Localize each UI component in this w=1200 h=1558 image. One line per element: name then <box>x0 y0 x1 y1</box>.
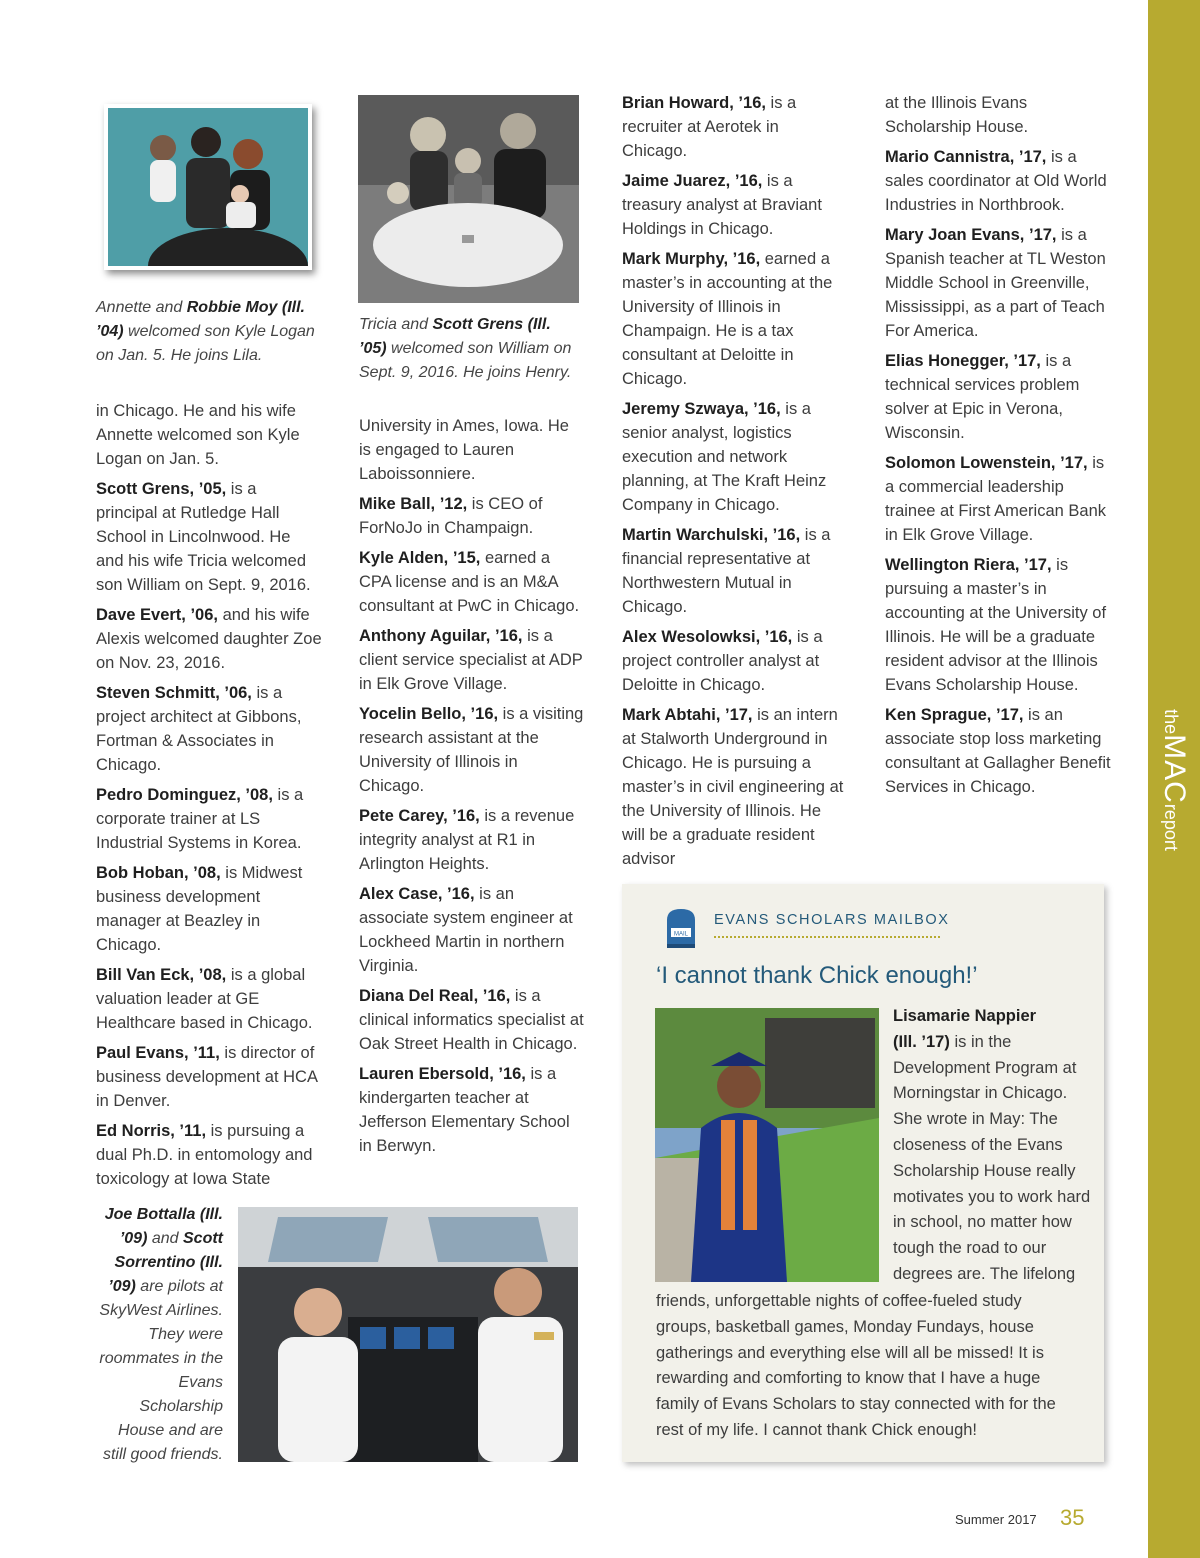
mailbox-letter-intro: Lisamarie Nappier (Ill. ’17) is in the Development Program at Morningstar in Chicago. She wrote in May: The closeness of the Evans Scholarship House really motivates you to work hard in school, no matter how tough the road to our degrees are. The lifelong <box>893 1007 1091 1283</box>
moy-family-photo <box>104 104 312 270</box>
note-2-8: Diana Del Real, ’16, is a clinical informatics specialist at Oak Street Health in Chicago. <box>359 987 584 1053</box>
evans-scholars-mailbox <box>622 884 1104 1462</box>
page-number: 35 <box>1060 1505 1085 1530</box>
note-3-5: Martin Warchulski, ’16, is a financial representative at Northwestern Mutual in Chicago. <box>622 526 831 616</box>
note-3-1: Brian Howard, ’16, is a recruiter at Aerotek in Chicago. <box>622 94 797 160</box>
note-4-4: Elias Honegger, ’17, is a technical services problem solver at Epic in Verona, Wisconsin. <box>885 352 1080 442</box>
note-3-7: Mark Abtahi, ’17, is an intern at Stalworth Underground in Chicago. He is pursuing a master’s in civil engineering at the University of Illinois. He will be a graduate resident advisor <box>622 706 844 868</box>
mailbox-letter-rest: friends, unforgettable nights of coffee-fueled study groups, basketball games, Monday Fundays, house gatherings and everything else will all be missed! It is rewarding and comforting to know that I have a huge family of Evans Scholars to stay connected with for the rest of my life. I cannot thank Chick enough! <box>656 1292 1056 1439</box>
note-2-6: Pete Carey, ’16, is a revenue integrity analyst at R1 in Arlington Heights. <box>359 807 575 873</box>
note-4-7: Ken Sprague, ’17, is an associate stop loss marketing consultant at Gallagher Benefit Services in Chicago. <box>885 706 1111 796</box>
note-2-2: Mike Ball, ’12, is CEO of ForNoJo in Champaign. <box>359 495 543 537</box>
note-1-6: Bob Hoban, ’08, is Midwest business development manager at Beazley in Chicago. <box>96 864 303 954</box>
note-3-3: Mark Murphy, ’16, earned a master’s in accounting at the University of Illinois in Champaign. He is a tax consultant at Deloitte in Chicago. <box>622 250 833 388</box>
note-2-5: Yocelin Bello, ’16, is a visiting research assistant at the University of Illinois in Chicago. <box>359 705 584 795</box>
mailbox-kicker: EVANS SCHOLARS MAILBOX <box>714 912 950 928</box>
kicker-dotted-rule <box>714 936 940 938</box>
moy-photo-caption: Annette and Robbie Moy (Ill. ’04) welcomed son Kyle Logan on Jan. 5. He joins Lila. <box>96 299 315 364</box>
mailbox-icon <box>664 906 698 950</box>
note-4-5: Solomon Lowenstein, ’17, is a commercial leadership trainee at First American Bank in Elk Grove Village. <box>885 454 1107 544</box>
pilots-photo-caption: Joe Bottalla (Ill. ’09) and Scott Sorrentino (Ill. ’09) are pilots at SkyWest Airlines. They were roommates in the Evans Scholarship House and are still good friends. <box>99 1206 223 1463</box>
note-1-5: Pedro Dominguez, ’08, is a corporate trainer at LS Industrial Systems in Korea. <box>96 786 304 852</box>
note-4-3: Mary Joan Evans, ’17, is a Spanish teacher at TL Weston Middle School in Greenville, Mississippi, as a part of Teach For America. <box>885 226 1106 340</box>
note-1-1: in Chicago. He and his wife Annette welcomed son Kyle Logan on Jan. 5. <box>96 402 300 468</box>
column-1 <box>96 399 322 1197</box>
note-2-9: Lauren Ebersold, ’16, is a kindergarten teacher at Jefferson Elementary School in Berwyn. <box>359 1065 570 1155</box>
note-1-2: Scott Grens, ’05, is a principal at Rutledge Hall School in Lincolnwood. He and his wife Tricia welcomed son William on Sept. 9, 2016. <box>96 480 311 594</box>
note-1-4: Steven Schmitt, ’06, is a project architect at Gibbons, Fortman & Associates in Chicago. <box>96 684 302 774</box>
note-2-1: University in Ames, Iowa. He is engaged to Lauren Laboissonniere. <box>359 417 569 483</box>
note-2-4: Anthony Aguilar, ’16, is a client service specialist at ADP in Elk Grove Village. <box>359 627 583 693</box>
pilots-cockpit-photo <box>238 1207 578 1462</box>
graduate-photo <box>655 1008 879 1282</box>
note-1-8: Paul Evans, ’11, is director of business development at HCA in Denver. <box>96 1044 318 1110</box>
note-4-1: at the Illinois Evans Scholarship House. <box>885 94 1029 136</box>
note-4-6: Wellington Riera, ’17, is pursuing a master’s in accounting at the University of Illinois. He will be a graduate resident advisor at the Illinois Evans Scholarship House. <box>885 556 1107 694</box>
note-3-6: Alex Wesolowksi, ’16, is a project controller analyst at Deloitte in Chicago. <box>622 628 823 694</box>
note-1-9: Ed Norris, ’11, is pursuing a dual Ph.D. in entomology and toxicology at Iowa State <box>96 1122 313 1188</box>
grens-family-photo <box>358 95 579 303</box>
mailbox-headline: ‘I cannot thank Chick enough!’ <box>656 962 978 989</box>
note-1-3: Dave Evert, ’06, and his wife Alexis welcomed daughter Zoe on Nov. 23, 2016. <box>96 606 322 672</box>
note-3-4: Jeremy Szwaya, ’16, is a senior analyst, logistics execution and network planning, at The Kraft Heinz Company in Chicago. <box>622 400 827 514</box>
svg-text:MAIL: MAIL <box>673 931 689 938</box>
note-4-2: Mario Cannistra, ’17, is a sales coordinator at Old World Industries in Northbrook. <box>885 148 1107 214</box>
column-2 <box>359 414 585 1164</box>
note-2-7: Alex Case, ’16, is an associate system engineer at Lockheed Martin in northern Virginia. <box>359 885 573 975</box>
note-3-2: Jaime Juarez, ’16, is a treasury analyst at Braviant Holdings in Chicago. <box>622 172 822 238</box>
column-4 <box>885 91 1113 805</box>
issue-date: Summer 2017 <box>955 1512 1037 1527</box>
grens-photo-caption: Tricia and Scott Grens (Ill. ’05) welcomed son William on Sept. 9, 2016. He joins Henry. <box>359 316 572 381</box>
column-3 <box>622 91 848 877</box>
magazine-title: theMACreport <box>1158 709 1191 851</box>
note-2-3: Kyle Alden, ’15, earned a CPA license and is an M&A consultant at PwC in Chicago. <box>359 549 580 615</box>
note-1-7: Bill Van Eck, ’08, is a global valuation leader at GE Healthcare based in Chicago. <box>96 966 313 1032</box>
